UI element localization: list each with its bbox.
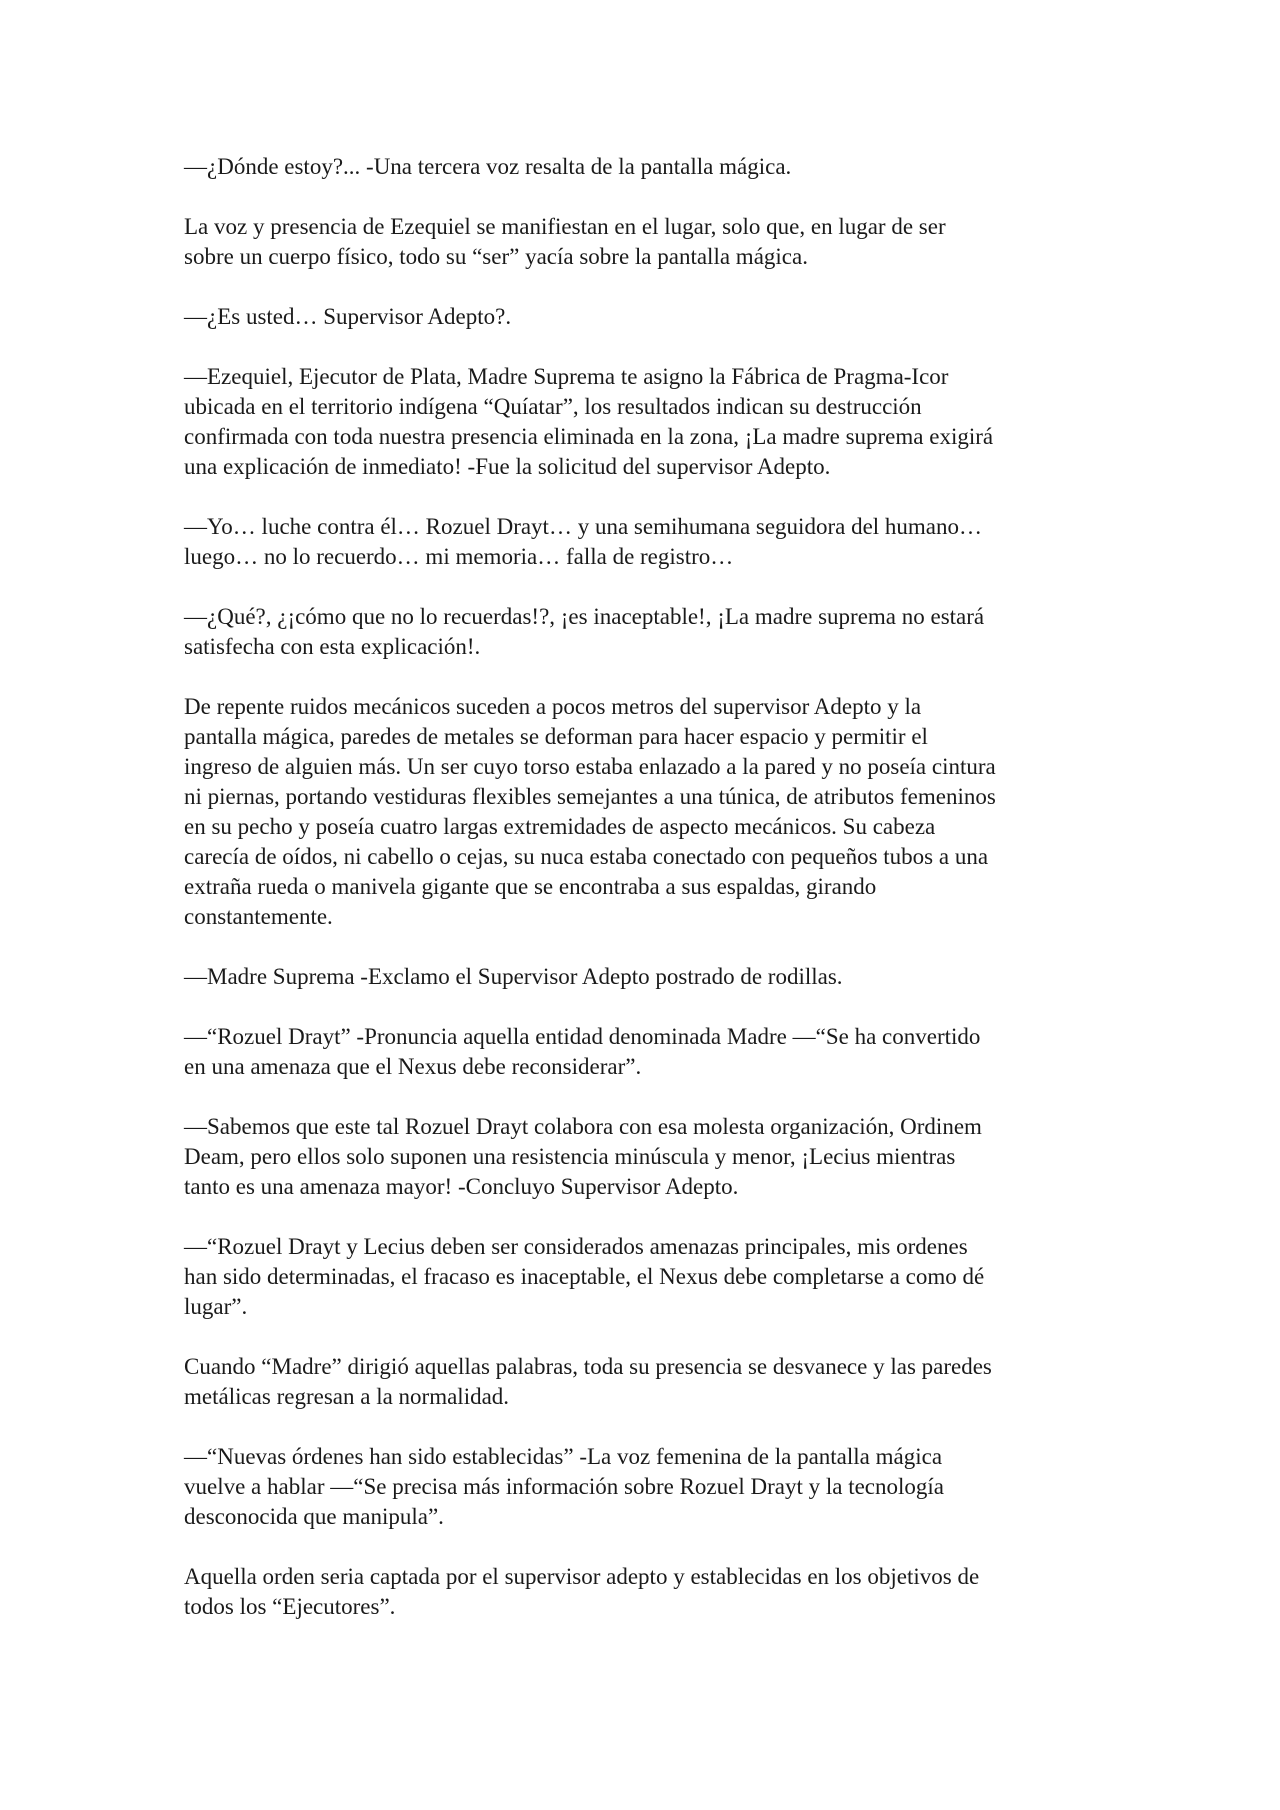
paragraph xyxy=(184,962,1104,992)
text-line: extraña rueda o manivela gigante que se encontraba a sus espaldas, girando xyxy=(184,874,877,899)
text-line: ingreso de alguien más. Un ser cuyo torso estaba enlazado a la pared y no poseía cintura xyxy=(184,754,996,779)
paragraph xyxy=(184,1112,1104,1202)
text-line: —“Rozuel Drayt y Lecius deben ser considerados amenazas principales, mis ordenes xyxy=(184,1234,968,1259)
text-line: luego… no lo recuerdo… mi memoria… falla de registro… xyxy=(184,544,734,569)
text-line: Aquella orden seria captada por el supervisor adepto y establecidas en los objetivos de xyxy=(184,1564,980,1589)
paragraph xyxy=(184,1562,1104,1622)
text-line: Deam, pero ellos solo suponen una resistencia minúscula y menor, ¡Lecius mientras xyxy=(184,1144,956,1169)
text-line: carecía de oídos, ni cabello o cejas, su nuca estaba conectado con pequeños tubos a una xyxy=(184,844,989,869)
paragraph xyxy=(184,1352,1104,1412)
text-line: constantemente. xyxy=(184,904,333,929)
text-line: tanto es una amenaza mayor! -Concluyo Supervisor Adepto. xyxy=(184,1174,739,1199)
text-line: todos los “Ejecutores”. xyxy=(184,1594,396,1619)
paragraph xyxy=(184,512,1104,572)
text-line: ubicada en el territorio indígena “Quíatar”, los resultados indican su destrucción xyxy=(184,394,922,419)
text-line: —Yo… luche contra él… Rozuel Drayt… y una semihumana seguidora del humano… xyxy=(184,514,983,539)
paragraph xyxy=(184,602,1104,662)
text-line: una explicación de inmediato! -Fue la solicitud del supervisor Adepto. xyxy=(184,454,831,479)
text-line: lugar”. xyxy=(184,1294,248,1319)
text-line: en una amenaza que el Nexus debe reconsiderar”. xyxy=(184,1054,642,1079)
text-line: pantalla mágica, paredes de metales se deforman para hacer espacio y permitir el xyxy=(184,724,928,749)
text-line: —¿Dónde estoy?... -Una tercera voz resalta de la pantalla mágica. xyxy=(184,154,792,179)
text-line: —“Rozuel Drayt” -Pronuncia aquella entidad denominada Madre —“Se ha convertido xyxy=(184,1024,981,1049)
paragraph xyxy=(184,212,1104,272)
paragraph xyxy=(184,692,1104,932)
text-line: La voz y presencia de Ezequiel se manifiestan en el lugar, solo que, en lugar de ser xyxy=(184,214,946,239)
text-line: —“Nuevas órdenes han sido establecidas” -La voz femenina de la pantalla mágica xyxy=(184,1444,943,1469)
text-line: —Ezequiel, Ejecutor de Plata, Madre Suprema te asigno la Fábrica de Pragma-Icor xyxy=(184,364,949,389)
text-line: —Madre Suprema -Exclamo el Supervisor Adepto postrado de rodillas. xyxy=(184,964,843,989)
text-line: en su pecho y poseía cuatro largas extremidades de aspecto mecánicos. Su cabeza xyxy=(184,814,936,839)
text-line: —¿Es usted… Supervisor Adepto?. xyxy=(184,304,512,329)
paragraph xyxy=(184,362,1104,482)
text-line: desconocida que manipula”. xyxy=(184,1504,444,1529)
text-line: confirmada con toda nuestra presencia eliminada en la zona, ¡La madre suprema exigirá xyxy=(184,424,994,449)
text-line: Cuando “Madre” dirigió aquellas palabras, toda su presencia se desvanece y las paredes xyxy=(184,1354,992,1379)
text-line: —¿Qué?, ¿¡cómo que no lo recuerdas!?, ¡es inaceptable!, ¡La madre suprema no estará xyxy=(184,604,985,629)
paragraph xyxy=(184,1022,1104,1082)
text-line: metálicas regresan a la normalidad. xyxy=(184,1384,510,1409)
text-line: han sido determinadas, el fracaso es inaceptable, el Nexus debe completarse a como dé xyxy=(184,1264,985,1289)
paragraph xyxy=(184,1442,1104,1532)
text-line: sobre un cuerpo físico, todo su “ser” yacía sobre la pantalla mágica. xyxy=(184,244,808,269)
text-line: ni piernas, portando vestiduras flexibles semejantes a una túnica, de atributos femeninos xyxy=(184,784,996,809)
text-line: —Sabemos que este tal Rozuel Drayt colabora con esa molesta organización, Ordinem xyxy=(184,1114,982,1139)
paragraph xyxy=(184,302,1104,332)
paragraph xyxy=(184,1232,1104,1322)
document-page xyxy=(184,152,1104,1652)
text-line: De repente ruidos mecánicos suceden a pocos metros del supervisor Adepto y la xyxy=(184,694,922,719)
paragraph xyxy=(184,152,1104,182)
text-line: satisfecha con esta explicación!. xyxy=(184,634,481,659)
text-line: vuelve a hablar —“Se precisa más información sobre Rozuel Drayt y la tecnología xyxy=(184,1474,944,1499)
